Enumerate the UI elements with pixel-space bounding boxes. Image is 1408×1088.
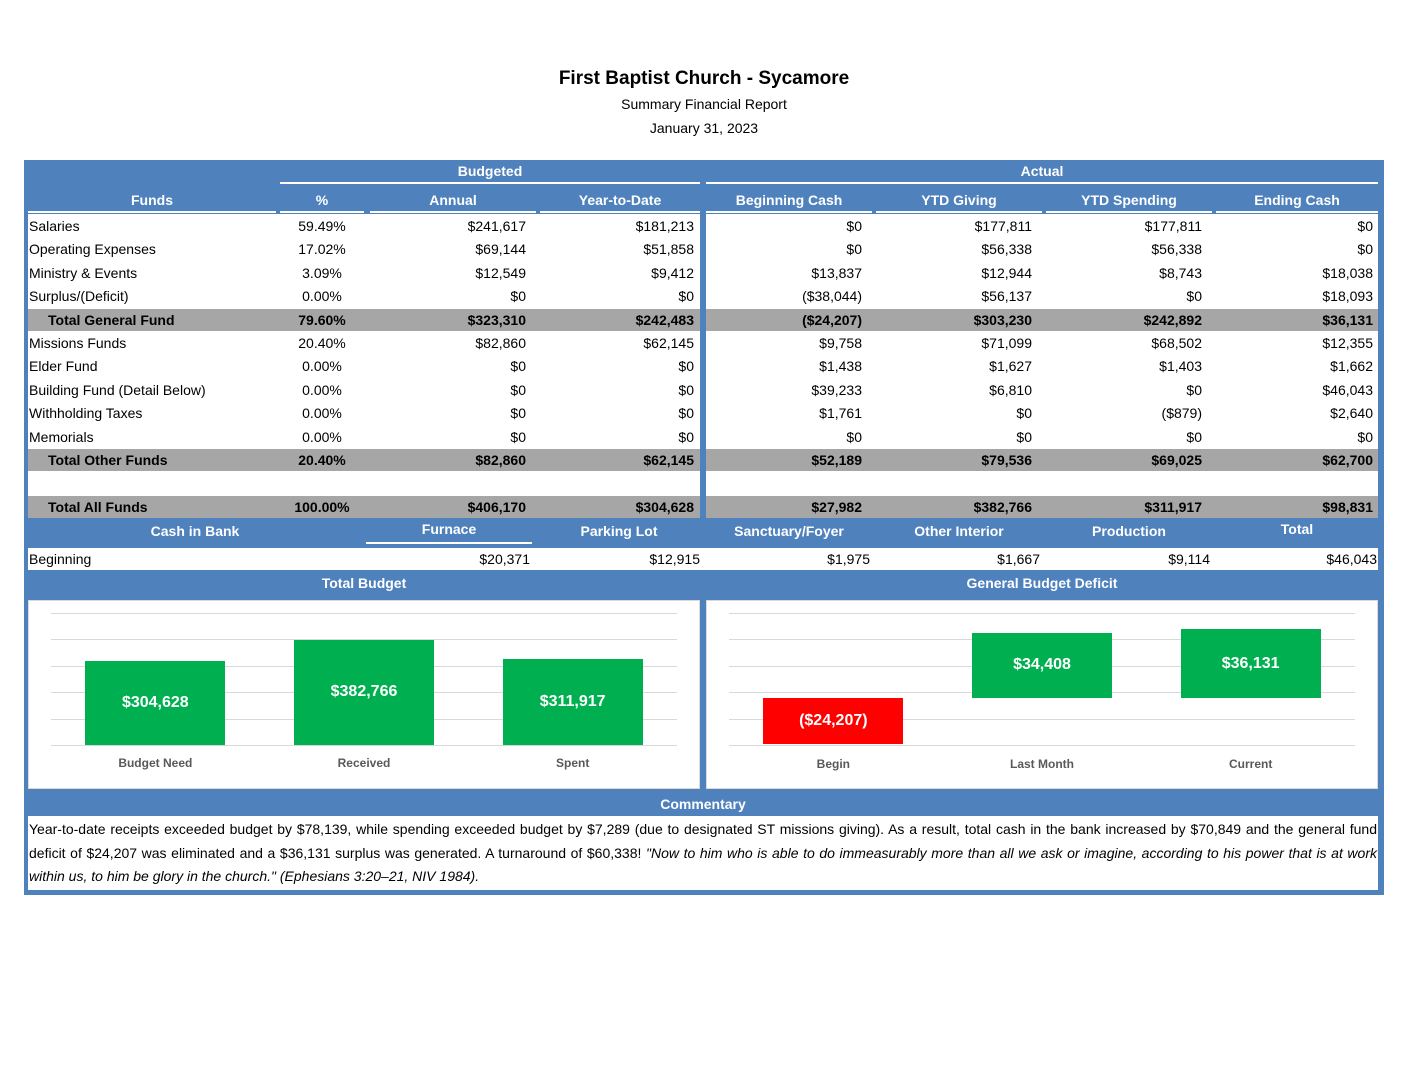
fund-ending: $1,662 bbox=[1330, 358, 1373, 375]
column-header: Annual bbox=[429, 192, 477, 208]
fund-giving: $71,099 bbox=[981, 335, 1032, 351]
fund-ending: $62,700 bbox=[1322, 452, 1373, 468]
fund-ending: $0 bbox=[1357, 218, 1373, 234]
column-header: Funds bbox=[131, 192, 173, 208]
commentary-body: Year-to-date receipts exceeded budget by $78,139, while spending exceeded budget by $7,289 (due to designated ST missions giving). As a result, total cash in the bank increased by $70,849 and the general fund deficit of $24,207 was eliminated and a $36,131 surplus was generated. A turnaround of $60,338! bbox=[29, 821, 1377, 861]
fund-name: Total Other Funds bbox=[48, 452, 168, 468]
fund-ytd: $0 bbox=[678, 288, 694, 305]
fund-spending: $0 bbox=[1186, 428, 1202, 445]
fund-annual: $12,549 bbox=[475, 264, 526, 281]
fund-ending: $0 bbox=[1357, 241, 1373, 258]
fund-annual: $0 bbox=[510, 381, 526, 398]
column-header-underline bbox=[540, 211, 700, 213]
fund-giving: $6,810 bbox=[989, 381, 1032, 398]
column-header: Ending Cash bbox=[1254, 192, 1340, 208]
fund-spending: $177,811 bbox=[1144, 218, 1202, 234]
fund-name: Total General Fund bbox=[48, 311, 175, 328]
category-label: Budget Need bbox=[118, 756, 193, 770]
fund-percent: 79.60% bbox=[298, 311, 346, 328]
fund-spending: $69,025 bbox=[1151, 452, 1202, 468]
fund-giving: $12,944 bbox=[981, 264, 1032, 281]
column-header: % bbox=[315, 192, 329, 208]
bar-value-label: $304,628 bbox=[121, 694, 189, 712]
fund-spending: $0 bbox=[1186, 381, 1202, 398]
fund-begin: ($38,044) bbox=[802, 288, 862, 305]
column-header: Beginning Cash bbox=[735, 192, 843, 208]
fund-ending: $18,038 bbox=[1322, 264, 1373, 281]
fund-giving: $79,536 bbox=[981, 452, 1032, 468]
fund-ytd: $0 bbox=[678, 381, 694, 398]
bar bbox=[85, 661, 225, 745]
financial-report bbox=[24, 160, 1384, 895]
building-header-underline bbox=[366, 542, 532, 544]
fund-spending: $56,338 bbox=[1151, 241, 1202, 258]
building-row-label: Beginning bbox=[29, 551, 92, 567]
fund-begin: $9,758 bbox=[819, 335, 862, 351]
category-label: Received bbox=[337, 756, 391, 770]
fund-begin: $0 bbox=[846, 241, 862, 258]
gridline bbox=[729, 613, 1355, 614]
fund-giving: $382,766 bbox=[973, 498, 1032, 515]
fund-giving: $303,230 bbox=[973, 311, 1032, 328]
total-budget-chart-title: Total Budget bbox=[321, 575, 407, 591]
building-value: $1,667 bbox=[997, 551, 1040, 567]
fund-percent: 0.00% bbox=[302, 405, 342, 422]
fund-begin: $13,837 bbox=[811, 264, 862, 281]
fund-giving: $177,811 bbox=[974, 218, 1032, 234]
fund-spending: $311,917 bbox=[1144, 498, 1202, 515]
fund-ytd: $62,145 bbox=[643, 335, 694, 351]
gridline bbox=[51, 745, 677, 746]
bar-value-label: $34,408 bbox=[1013, 656, 1071, 674]
column-header: YTD Spending bbox=[1081, 192, 1177, 208]
fund-giving: $0 bbox=[1016, 428, 1032, 445]
budgeted-group-header: Budgeted bbox=[457, 163, 523, 179]
fund-name: Ministry & Events bbox=[29, 264, 138, 281]
bar-value-label: ($24,207) bbox=[799, 711, 868, 729]
fund-ending: $46,043 bbox=[1322, 381, 1373, 398]
fund-name: Operating Expenses bbox=[29, 241, 156, 258]
column-header-underline bbox=[28, 211, 276, 213]
fund-annual: $82,860 bbox=[475, 452, 526, 468]
fund-annual: $323,310 bbox=[467, 311, 526, 328]
fund-annual: $69,144 bbox=[475, 241, 526, 258]
fund-giving: $56,338 bbox=[981, 241, 1032, 258]
budgeted-underline bbox=[280, 182, 700, 184]
fund-annual: $82,860 bbox=[475, 335, 526, 351]
fund-spending: $68,502 bbox=[1151, 335, 1202, 351]
category-label: Current bbox=[1228, 757, 1273, 771]
fund-name: Withholding Taxes bbox=[29, 405, 143, 422]
general-budget-deficit-chart bbox=[706, 600, 1378, 789]
fund-percent: 17.02% bbox=[298, 241, 346, 258]
fund-name: Building Fund (Detail Below) bbox=[29, 381, 206, 398]
bar bbox=[294, 640, 434, 745]
column-header-underline bbox=[1216, 211, 1378, 213]
fund-begin: $1,438 bbox=[819, 358, 862, 375]
category-label: Last Month bbox=[1010, 757, 1074, 771]
fund-ytd: $62,145 bbox=[643, 452, 694, 468]
fund-annual: $406,170 bbox=[467, 498, 526, 515]
commentary-title: Commentary bbox=[660, 796, 746, 812]
fund-spending: $0 bbox=[1186, 288, 1202, 305]
actual-underline bbox=[706, 182, 1378, 184]
fund-percent: 3.09% bbox=[302, 264, 342, 281]
fund-begin: $27,982 bbox=[811, 498, 862, 515]
fund-ytd: $181,213 bbox=[635, 218, 694, 234]
column-header-underline bbox=[876, 211, 1042, 213]
fund-begin: $0 bbox=[846, 218, 862, 234]
report-date: January 31, 2023 bbox=[649, 120, 759, 136]
column-header-underline bbox=[370, 211, 536, 213]
fund-name: Total All Funds bbox=[48, 498, 148, 515]
fund-ytd: $242,483 bbox=[635, 311, 694, 328]
bar bbox=[503, 659, 643, 745]
fund-percent: 0.00% bbox=[302, 428, 342, 445]
fund-name: Memorials bbox=[29, 428, 94, 445]
bar bbox=[972, 633, 1112, 698]
fund-annual: $0 bbox=[510, 288, 526, 305]
fund-name: Elder Fund bbox=[29, 358, 98, 375]
column-header-underline bbox=[1046, 211, 1212, 213]
building-column-header: Cash in Bank bbox=[150, 523, 240, 539]
building-value: $20,371 bbox=[479, 551, 530, 567]
fund-annual: $0 bbox=[510, 405, 526, 422]
fund-giving: $56,137 bbox=[981, 288, 1032, 305]
fund-name: Salaries bbox=[29, 218, 80, 234]
fund-percent: 0.00% bbox=[302, 288, 342, 305]
deficit-chart-title: General Budget Deficit bbox=[966, 575, 1118, 591]
fund-annual: $0 bbox=[510, 428, 526, 445]
fund-name: Missions Funds bbox=[29, 335, 127, 351]
building-column-header: Furnace bbox=[421, 521, 477, 537]
report-subtitle: Summary Financial Report bbox=[621, 96, 787, 112]
actual-group-header: Actual bbox=[1020, 163, 1064, 179]
fund-spending: $1,403 bbox=[1159, 358, 1202, 375]
fund-percent: 20.40% bbox=[298, 335, 346, 351]
column-header-underline bbox=[280, 211, 364, 213]
fund-begin: $1,761 bbox=[819, 405, 862, 422]
fund-spending: $8,743 bbox=[1159, 264, 1202, 281]
building-value: $1,975 bbox=[827, 551, 870, 567]
fund-begin: $52,189 bbox=[811, 452, 862, 468]
commentary-quote: "Now to him who is able to do immeasurably more than all we ask or imagine, according to his power that is at work within us, to him be glory in the church." (Ephesians 3:20–21, NIV 1984). bbox=[29, 844, 1377, 884]
bar bbox=[1181, 629, 1321, 698]
fund-name: Surplus/(Deficit) bbox=[29, 288, 129, 305]
fund-ytd: $0 bbox=[678, 358, 694, 375]
fund-begin: $0 bbox=[846, 428, 862, 445]
building-column-header: Parking Lot bbox=[580, 523, 658, 539]
category-label: Spent bbox=[555, 756, 590, 770]
fund-ytd: $304,628 bbox=[635, 498, 694, 515]
building-column-header: Total bbox=[1280, 521, 1314, 537]
building-column-header: Sanctuary/Foyer bbox=[734, 523, 844, 539]
gridline bbox=[51, 613, 677, 614]
fund-annual: $0 bbox=[510, 358, 526, 375]
fund-percent: 20.40% bbox=[298, 452, 346, 468]
fund-giving: $1,627 bbox=[989, 358, 1032, 375]
bar bbox=[763, 698, 903, 744]
fund-ytd: $51,858 bbox=[643, 241, 694, 258]
column-header-underline bbox=[706, 211, 872, 213]
category-label: Begin bbox=[816, 757, 850, 771]
fund-ytd: $9,412 bbox=[651, 264, 694, 281]
total-budget-chart bbox=[28, 600, 700, 789]
fund-ending: $2,640 bbox=[1330, 405, 1373, 422]
column-header: Year-to-Date bbox=[578, 192, 662, 208]
bar-value-label: $311,917 bbox=[539, 693, 606, 711]
fund-ending: $98,831 bbox=[1322, 498, 1373, 515]
fund-spending: $242,892 bbox=[1143, 311, 1202, 328]
fund-spending: ($879) bbox=[1161, 405, 1202, 422]
fund-annual: $241,617 bbox=[467, 218, 526, 234]
fund-percent: 100.00% bbox=[294, 498, 350, 515]
fund-giving: $0 bbox=[1016, 405, 1032, 422]
commentary-text bbox=[29, 818, 1377, 889]
fund-begin: ($24,207) bbox=[802, 311, 862, 328]
fund-percent: 0.00% bbox=[302, 358, 342, 375]
building-value: $12,915 bbox=[649, 551, 700, 567]
fund-ending: $36,131 bbox=[1322, 311, 1373, 328]
building-value: $9,114 bbox=[1168, 551, 1210, 567]
bar-value-label: $36,131 bbox=[1221, 654, 1280, 672]
fund-begin: $39,233 bbox=[811, 381, 862, 398]
column-header: YTD Giving bbox=[921, 192, 997, 208]
bar-value-label: $382,766 bbox=[330, 683, 398, 701]
building-column-header: Other Interior bbox=[914, 523, 1004, 539]
fund-ending: $18,093 bbox=[1322, 288, 1373, 305]
gridline bbox=[729, 745, 1355, 746]
report-title: First Baptist Church - Sycamore bbox=[558, 68, 850, 89]
building-value: $46,043 bbox=[1326, 551, 1377, 567]
fund-ending: $0 bbox=[1357, 428, 1373, 445]
report-header bbox=[0, 66, 1408, 140]
fund-percent: 59.49% bbox=[298, 218, 346, 234]
building-column-header: Production bbox=[1092, 523, 1166, 539]
fund-percent: 0.00% bbox=[302, 381, 342, 398]
fund-ending: $12,355 bbox=[1322, 335, 1373, 351]
fund-ytd: $0 bbox=[678, 405, 694, 422]
fund-ytd: $0 bbox=[678, 428, 694, 445]
